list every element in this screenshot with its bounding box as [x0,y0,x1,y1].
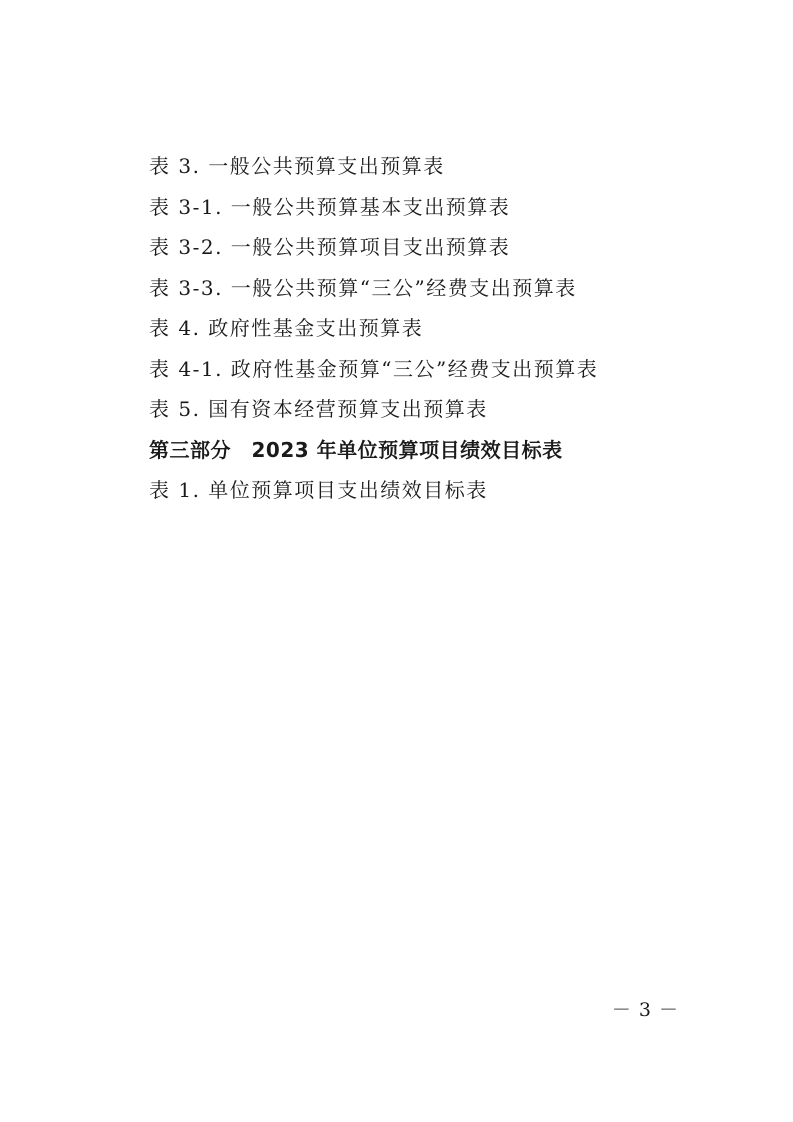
toc-item-table-4-1: 表 4-1. 政府性基金预算“三公”经费支出预算表 [149,356,599,381]
toc-item-part-3-table-1: 表 1. 单位预算项目支出绩效目标表 [149,478,488,502]
toc-item-table-3-3: 表 3-3. 一般公共预算“三公”经费支出预算表 [149,275,577,300]
toc-section-heading-part-3: 第三部分 2023 年单位预算项目绩效目标表 [149,437,563,462]
toc-item-table-3-2: 表 3-2. 一般公共预算项目支出预算表 [149,235,511,259]
toc-item-table-3-1: 表 3-1. 一般公共预算基本支出预算表 [149,194,511,219]
page-number: － 3 － [611,999,679,1021]
toc-item-table-4: 表 4. 政府性基金支出预算表 [149,316,424,340]
toc-item-table-3: 表 3. 一般公共预算支出预算表 [149,154,445,178]
table-of-contents [149,146,749,511]
toc-item-table-5: 表 5. 国有资本经营预算支出预算表 [149,397,488,421]
